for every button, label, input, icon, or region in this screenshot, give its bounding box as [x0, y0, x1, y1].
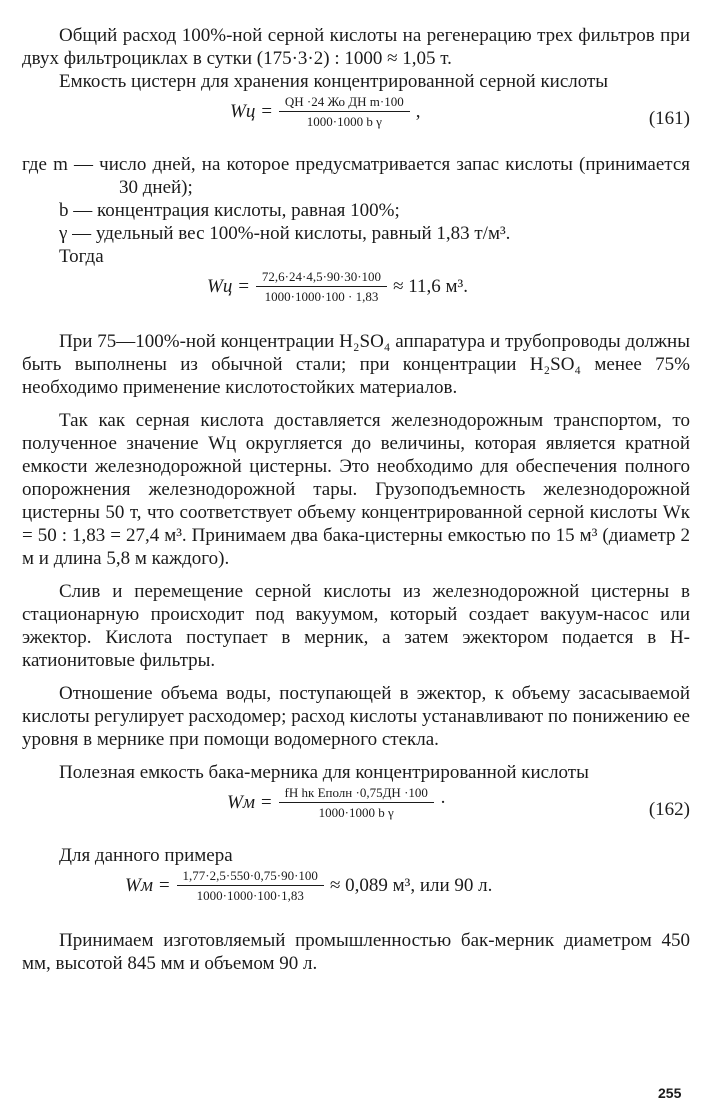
equation-rhs: ,	[415, 101, 421, 122]
equation-lhs: Wм =	[125, 875, 171, 896]
equation-numerator: 72,6·24·4,5·90·30·100	[256, 268, 387, 287]
equation-fraction	[279, 93, 410, 130]
definition-b: b — концентрация кислоты, равная 100%;	[59, 200, 400, 221]
equation-fraction	[256, 268, 387, 305]
paragraph-concentration: При 75—100%-ной концентрации H₂SO₄ аппаратура и трубопроводы должны быть выполнены из обычной стали; при концентрации H₂SO₄ менее 75% необходимо применение кислотостойких материалов.	[22, 331, 690, 398]
equation-161	[22, 93, 690, 153]
equation-rhs: ≈ 11,6 м³.	[393, 276, 469, 297]
equation-numerator: 1,77·2,5·550·0,75·90·100	[177, 867, 324, 886]
equation-numerator: QН ·24 Жо ДН m·100	[279, 93, 410, 112]
equation-wc-value	[22, 268, 690, 320]
equation-denominator: 1000·1000·100 · 1,83	[264, 289, 379, 304]
paragraph-measuring-tank: Полезная емкость бака-мерника для концентрированной кислоты	[59, 762, 589, 783]
definition-gamma: γ — удельный вес 100%-ной кислоты, равный 1,83 т/м³.	[59, 223, 511, 244]
example-label: Для данного примера	[59, 845, 233, 866]
equation-162	[22, 784, 690, 844]
paragraph-discharge: Слив и перемещение серной кислоты из железнодорожной цистерны в стационарную происходит под вакуумом, который создает вакуум-насос или эжектор. Кислота поступает в мерник, а затем эжектором подается в Н-катионитовые фильтры.	[22, 581, 690, 671]
equation-fraction	[177, 867, 324, 904]
equation-rhs: ≈ 0,089 м³, или 90 л.	[329, 875, 493, 896]
equation-wm-value	[22, 867, 690, 919]
equation-denominator: 1000·1000 b γ	[318, 805, 394, 820]
equation-number: (162)	[648, 799, 690, 820]
equation-denominator: 1000·1000·100·1,83	[196, 888, 304, 903]
document-page	[22, 24, 690, 975]
paragraph-conclusion: Принимаем изготовляемый промышленностью бак-мерник диаметром 450 мм, высотой 845 мм и объемом 90 л.	[22, 930, 690, 974]
page-number: 255	[658, 1085, 682, 1101]
paragraph-transport: Так как серная кислота доставляется железнодорожным транспортом, то полученное значение Wц округляется до величины, которая является кратной емкости железнодорожной цистерны. Это необходимо для обеспечения полного опорожнения железнодорожной тары. Грузоподъемность железнодорожной цистерны 50 т, что соответствует объему концентрированной серной кислоты Wк = 50 : 1,83 = 27,4 м³. Принимаем два бака-цистерны емкостью по 15 м³ (диаметр 2 м и длина 5,8 м каждого).	[22, 410, 690, 569]
equation-denominator: 1000·1000 b γ	[306, 114, 382, 129]
paragraph-ratio: Отношение объема воды, поступающей в эжектор, к объему засасываемой кислоты регулирует расходомер; расход кислоты устанавливают по понижению ее уровня в мернике при помощи водомерного стекла.	[22, 683, 690, 750]
equation-numerator: fН hк Eполн ·0,75ДН ·100	[279, 784, 434, 803]
equation-fraction	[279, 784, 434, 821]
equation-lhs: Wц =	[207, 276, 250, 297]
equation-lhs: Wм =	[227, 792, 273, 813]
equation-lhs: Wц =	[230, 101, 273, 122]
then-label: Тогда	[59, 246, 104, 267]
equation-rhs: ·	[439, 792, 447, 813]
equation-number: (161)	[648, 108, 690, 129]
definition-m: где m — число дней, на которое предусматривается запас кислоты (принимается 30 дней);	[22, 154, 690, 198]
paragraph-tank-capacity-intro: Емкость цистерн для хранения концентрированной серной кислоты	[59, 71, 609, 92]
paragraph-acid-consumption: Общий расход 100%-ной серной кислоты на регенерацию трех фильтров при двух фильтроциклах в сутки (175·3·2) : 1000 ≈ 1,05 т.	[22, 25, 690, 69]
